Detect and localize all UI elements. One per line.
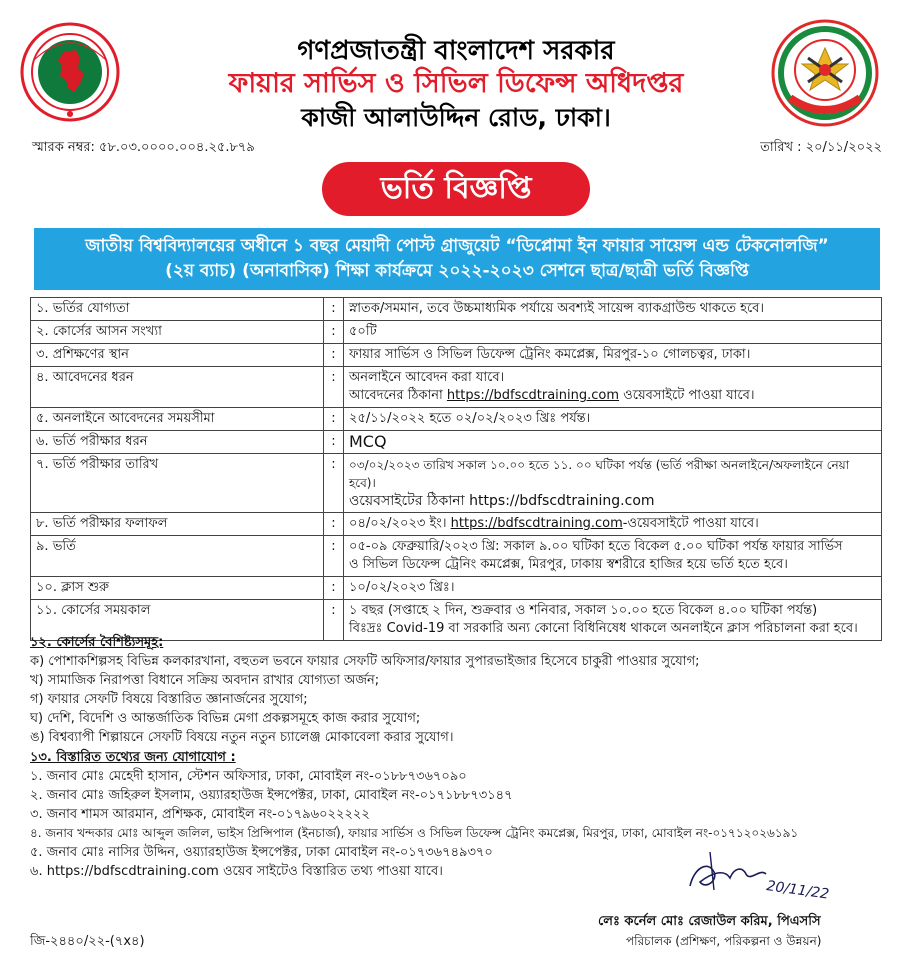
banner-line-1: জাতীয় বিশ্ববিদ্যালয়ের অধীনে ১ বছর মেয়াদী পোস্ট গ্রাজুয়েট “ডিপ্লোমা ইন ফায়ার সায়েন্স এন্ড টেকনোলজি”: [85, 236, 829, 256]
notice-title: ভর্তি বিজ্ঞপ্তি: [322, 162, 590, 216]
row-colon: :: [324, 367, 344, 408]
row-label: ৮. ভর্তি পরীক্ষার ফলাফল: [31, 513, 324, 536]
row-value-text: -ওয়েবসাইটে পাওয়া যাবে।: [622, 516, 759, 531]
list-item: ক) পোশাকশিল্পসহ বিভিন্ন কলকারখানা, বহুতল ভবনে ফায়ার সেফটি অফিসার/ফায়ার সুপারভাইজার হিসেবে চাকুরী পাওয়ার সুযোগ;: [30, 654, 700, 669]
row-value-text: ০৪/০২/২০২৩ ইং।: [349, 516, 451, 531]
list-item: খ) সামাজিক নিরাপত্তা বিধানে সক্রিয় অবদান রাখার যোগ্যতা অর্জন;: [30, 673, 380, 688]
department-name: ফায়ার সার্ভিস ও সিভিল ডিফেন্স অধিদপ্তর: [228, 68, 684, 99]
row-label: ৫. অনলাইনে আবেদনের সময়সীমা: [31, 408, 324, 431]
row-colon: :: [324, 408, 344, 431]
admission-info-table: [30, 297, 882, 641]
table-row: [31, 454, 882, 513]
website-link[interactable]: https://bdfscdtraining.com: [450, 516, 623, 531]
row-value-line-1: অনলাইনে আবেদন করা যাবে।: [349, 370, 505, 385]
notice-date: তারিখ : ২০/১১/২০২২: [760, 140, 882, 155]
row-value: ফায়ার সার্ভিস ও সিভিল ডিফেন্স ট্রেনিং কমপ্লেক্স, মিরপুর-১০ গোলচত্বর, ঢাকা।: [344, 344, 882, 367]
list-item: ৪. জনাব খন্দকার মোঃ আব্দুল জলিল, ভাইস প্রিন্সিপাল (ইনচার্জ), ফায়ার সার্ভিস ও সিভিল ডিফেন্স ট্রেনিং কমপ্লেক্স, মিরপুর, ঢাকা, মোবাইল নং-০১৭১২০২৬১৯১: [30, 826, 799, 840]
table-row: [31, 408, 882, 431]
row-value-line-2: [349, 387, 876, 405]
row-label: ১. ভর্তির যোগ্যতা: [31, 298, 324, 321]
row-value-line-2: বিঃদ্রঃ Covid-19 বা সরকারি অন্য কোনো বিধিনিষেধ থাকলে অনলাইনে ক্লাস পরিচালনা করা হবে।: [349, 621, 858, 636]
list-item: ৩. জনাব শামস আরমান, প্রশিক্ষক, মোবাইল নং-০১৭৯৬০২২২২২: [30, 807, 370, 822]
table-row: [31, 513, 882, 536]
header: [0, 0, 912, 140]
table-row: [31, 536, 882, 577]
row-value-line-2: ও সিভিল ডিফেন্স ট্রেনিং কমপ্লেক্স, মিরপুর, ঢাকায় স্বশরীরে হাজির হয়ে ভর্তি হতে হবে।: [349, 557, 788, 572]
row-colon: :: [324, 298, 344, 321]
row-value: [344, 454, 882, 513]
list-item: ২. জনাব মোঃ জহিরুল ইসলাম, ওয়্যারহাউজ ইন্সপেক্টর, ঢাকা, মোবাইল নং-০১৭১৮৮৭৩১৪৭: [30, 788, 513, 803]
list-item: ঘ) দেশি, বিদেশি ও আন্তর্জাতিক বিভিন্ন মেগা প্রকল্পসমূহে কাজ করার সুযোগ;: [30, 711, 421, 726]
signature-date: 20/11/22: [765, 878, 830, 903]
row-value-line-1: ১ বছর (সপ্তাহে ২ দিন, শুক্রবার ও শনিবার, সকাল ১০.০০ হতে বিকেল ৪.০০ ঘটিকা পর্যন্ত): [349, 603, 818, 618]
list-item: ৬. https://bdfscdtraining.com ওয়েব সাইটেও বিস্তারিত তথ্য পাওয়া যাবে।: [30, 864, 443, 879]
govt-name: গণপ্রজাতন্ত্রী বাংলাদেশ সরকার: [297, 36, 615, 66]
row-label: ৩. প্রশিক্ষণের স্থান: [31, 344, 324, 367]
table-row: [31, 321, 882, 344]
memo-number: স্মারক নম্বর: ৫৮.০৩.০০০০.০০৪.২৫.৮৭৯: [32, 140, 255, 155]
course-features: [30, 633, 890, 747]
row-value: [344, 536, 882, 577]
row-colon: :: [324, 454, 344, 513]
row-value-text: ওয়েবসাইটে পাওয়া যাবে।: [619, 388, 755, 403]
row-value: স্নাতক/সমমান, তবে উচ্চমাধ্যমিক পর্যায়ে অবশ্যই সায়েন্স ব্যাকগ্রাউন্ড থাকতে হবে।: [344, 298, 882, 321]
row-colon: :: [324, 536, 344, 577]
signatory-name: লেঃ কর্নেল মোঃ রেজাউল করিম, পিএসসি: [598, 914, 821, 929]
row-label: ৯. ভর্তি: [31, 536, 324, 577]
list-item: গ) ফায়ার সেফটি বিষয়ে বিস্তারিত জ্ঞানার্জনের সুযোগ;: [30, 692, 308, 707]
contacts-title: ১৩. বিস্তারিত তথ্যের জন্য যোগাযোগ :: [30, 750, 236, 765]
row-colon: :: [324, 431, 344, 454]
row-colon: :: [324, 513, 344, 536]
row-label: ৪. আবেদনের ধরন: [31, 367, 324, 408]
row-colon: :: [324, 600, 344, 641]
row-value: ৫০টি: [344, 321, 882, 344]
row-value: MCQ: [344, 431, 882, 454]
list-item: ১. জনাব মোঃ মেহেদী হাসান, স্টেশন অফিসার, ঢাকা, মোবাইল নং-০১৮৮৭৩৬৭০৯০: [30, 769, 467, 784]
row-value-line-2: ওয়েবসাইটের ঠিকানা https://bdfscdtraining.com: [349, 493, 655, 509]
department-address: কাজী আলাউদ্দিন রোড, ঢাকা।: [301, 103, 611, 132]
reference-number: জি-২৪৪০/২২-(৭x৪): [30, 934, 145, 949]
table-row: [31, 298, 882, 321]
table-row: [31, 344, 882, 367]
table-row: [31, 367, 882, 408]
handwritten-signature-icon: [680, 838, 830, 904]
fire-service-emblem-icon: [770, 18, 880, 128]
row-value-line-1: ০৩/০২/২০২৩ তারিখ সকাল ১০.০০ হতে ১১. ০০ ঘটিকা পর্যন্ত (ভর্তি পরীক্ষা অনলাইনে/অফলাইনে নেয়া হবে)।: [349, 458, 850, 490]
row-label: ১১. কোর্সের সময়কাল: [31, 600, 324, 641]
row-value: [344, 513, 882, 536]
table-row: [31, 577, 882, 600]
program-banner: [34, 228, 880, 290]
table-row: [31, 431, 882, 454]
row-colon: :: [324, 321, 344, 344]
row-label: ২. কোর্সের আসন সংখ্যা: [31, 321, 324, 344]
row-label: ৬. ভর্তি পরীক্ষার ধরন: [31, 431, 324, 454]
banner-line-2: (২য় ব্যাচ) (অনাবাসিক) শিক্ষা কার্যক্রমে ২০২২-২০২৩ সেশনে ছাত্র/ছাত্রী ভর্তি বিজ্ঞপ্তি: [165, 261, 749, 281]
row-value-line-1: ০৫-০৯ ফেব্রুয়ারি/২০২৩ খ্রি: সকাল ৯.০০ ঘটিকা হতে বিকেল ৫.০০ ঘটিকা পর্যন্ত ফায়ার সার্ভিস: [349, 539, 843, 554]
svg-text:●: ●: [66, 109, 74, 118]
row-label: ৭. ভর্তি পরীক্ষার তারিখ: [31, 454, 324, 513]
row-value-text: আবেদনের ঠিকানা: [349, 388, 447, 403]
row-colon: :: [324, 577, 344, 600]
features-title: ১২. কোর্সের বৈশিষ্ট্যসমূহ:: [30, 635, 164, 650]
signatory-title: পরিচালক (প্রশিক্ষণ, পরিকল্পনা ও উন্নয়ন): [626, 934, 822, 948]
row-value: ২৫/১১/২০২২ হতে ০২/০২/২০২৩ খ্রিঃ পর্যন্ত।: [344, 408, 882, 431]
list-item: ঙ) বিশ্বব্যাপী শিল্পায়নে সেফটি বিষয়ে নতুন নতুন চ্যালেঞ্জ মোকাবেলা করার সুযোগ।: [30, 730, 454, 745]
row-value: ১০/০২/২০২৩ খ্রিঃ।: [344, 577, 882, 600]
row-value: [344, 367, 882, 408]
row-colon: :: [324, 344, 344, 367]
list-item: ৫. জনাব মোঃ নাসির উদ্দিন, ওয়্যারহাউজ ইন্সপেক্টর, ঢাকা মোবাইল নং-০১৭৩৬৭৪৯৩৭০: [30, 845, 493, 860]
row-label: ১০. ক্লাস শুরু: [31, 577, 324, 600]
website-link[interactable]: https://bdfscdtraining.com: [446, 388, 620, 403]
